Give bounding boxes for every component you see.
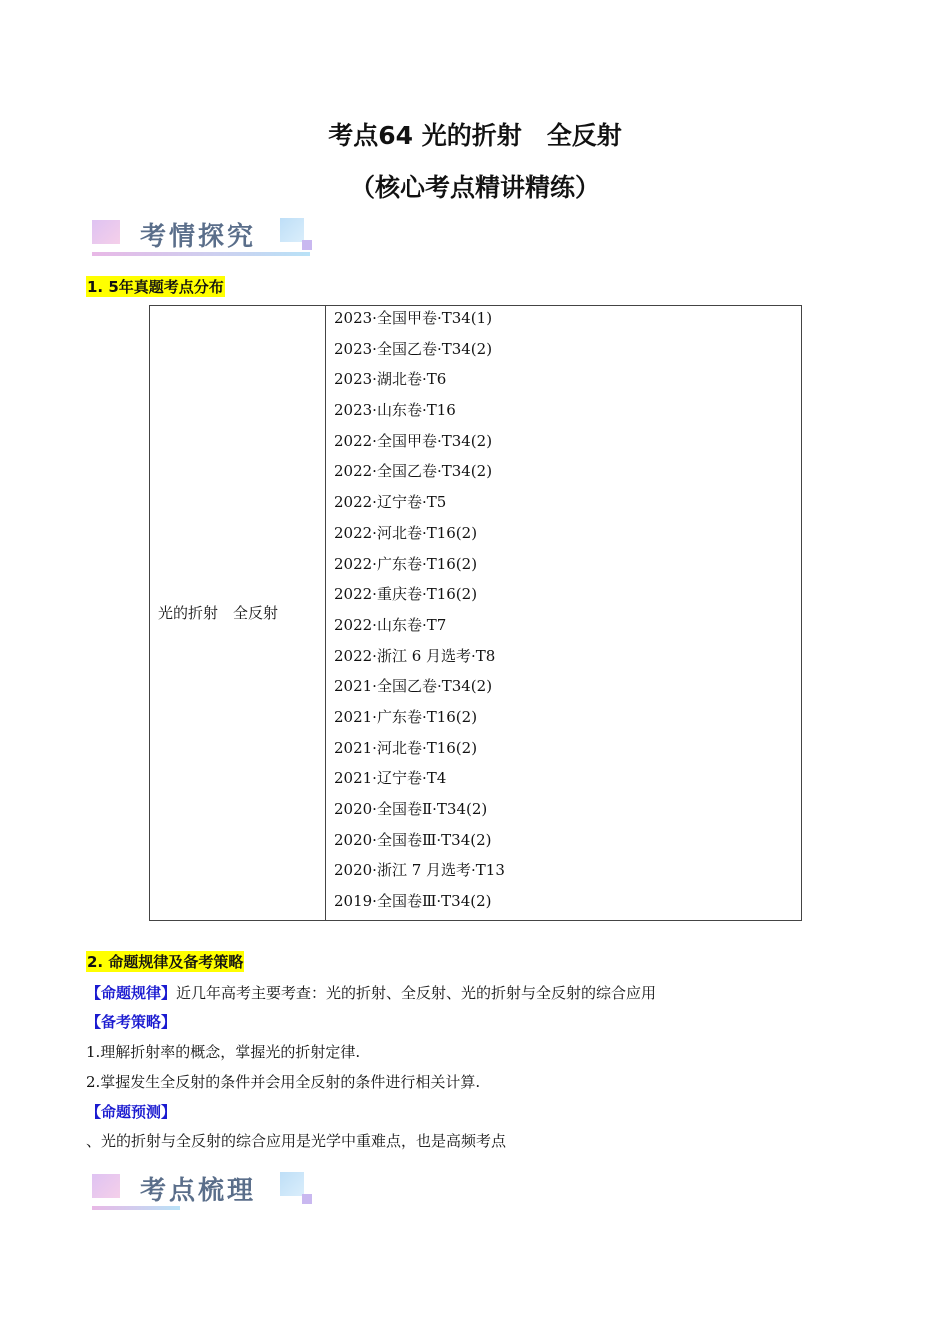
banner-decoration [302, 240, 312, 250]
exam-item: 2023·全国甲卷·T34(1) [334, 309, 493, 327]
banner-label: 考点梳理 [140, 1176, 257, 1206]
banner-label: 考情探究 [140, 222, 257, 252]
exam-item: 2020·浙江 7 月选考·T13 [334, 861, 505, 880]
exam-item: 2020·全国卷Ⅲ·T34(2) [334, 830, 492, 849]
page-title: 考点64 光的折射 全反射 [328, 121, 622, 150]
banner-decoration [280, 1172, 304, 1196]
strategy-item-2: 2.掌握发生全反射的条件并会用全反射的条件进行相关计算. [86, 1073, 481, 1091]
rule-label: 【命题规律】 [86, 984, 177, 1002]
rule-text: 近几年高考主要考查：光的折射、全反射、光的折射与全反射的综合应用 [176, 984, 657, 1002]
section-banner-exam-analysis [90, 214, 312, 258]
exam-item: 2021·全国乙卷·T34(2) [334, 677, 493, 696]
exam-item: 2022·河北卷·T16(2) [334, 523, 478, 542]
predict-text: 、光的折射与全反射的综合应用是光学中重难点，也是高频考点 [86, 1132, 507, 1150]
predict-label: 【命题预测】 [86, 1103, 177, 1121]
section-heading-strategy: 2. 命题规律及备考策略 [87, 953, 244, 971]
page-subtitle: （核心考点精讲精练） [349, 173, 600, 202]
strategy-item-1: 1.理解折射率的概念，掌握光的折射定律. [86, 1043, 361, 1061]
topic-cell: 光的折射 全反射 [150, 306, 326, 921]
banner-decoration [92, 1174, 120, 1198]
exam-item: 2022·浙江 6 月选考·T8 [334, 646, 496, 665]
exam-item: 2022·全国甲卷·T34(2) [334, 431, 493, 450]
exam-item: 2019·全国卷Ⅲ·T34(2) [334, 892, 492, 911]
exam-distribution-table [149, 305, 802, 921]
banner-decoration [92, 220, 120, 244]
exam-item: 2021·广东卷·T16(2) [334, 707, 478, 726]
exam-item: 2023·全国乙卷·T34(2) [334, 339, 493, 358]
section-banner-knowledge-review [90, 1168, 312, 1212]
exam-item: 2021·河北卷·T16(2) [334, 738, 478, 757]
exam-item: 2023·山东卷·T16 [334, 401, 456, 420]
exam-item: 2022·山东卷·T7 [334, 615, 447, 634]
exam-list-cell [326, 306, 802, 921]
banner-decoration [280, 218, 304, 242]
exam-item: 2022·辽宁卷·T5 [334, 493, 447, 512]
exam-item: 2023·湖北卷·T6 [334, 370, 447, 389]
exam-item: 2022·重庆卷·T16(2) [334, 585, 478, 604]
strategy-label: 【备考策略】 [86, 1013, 177, 1031]
exam-item: 2020·全国卷Ⅱ·T34(2) [334, 800, 488, 818]
exam-item: 2022·全国乙卷·T34(2) [334, 462, 493, 481]
exam-item: 2021·辽宁卷·T4 [334, 769, 447, 788]
banner-decoration [302, 1194, 312, 1204]
section-heading-distribution: 1. 5年真题考点分布 [87, 278, 224, 296]
exam-item: 2022·广东卷·T16(2) [334, 554, 478, 573]
rule-paragraph [86, 982, 656, 1003]
